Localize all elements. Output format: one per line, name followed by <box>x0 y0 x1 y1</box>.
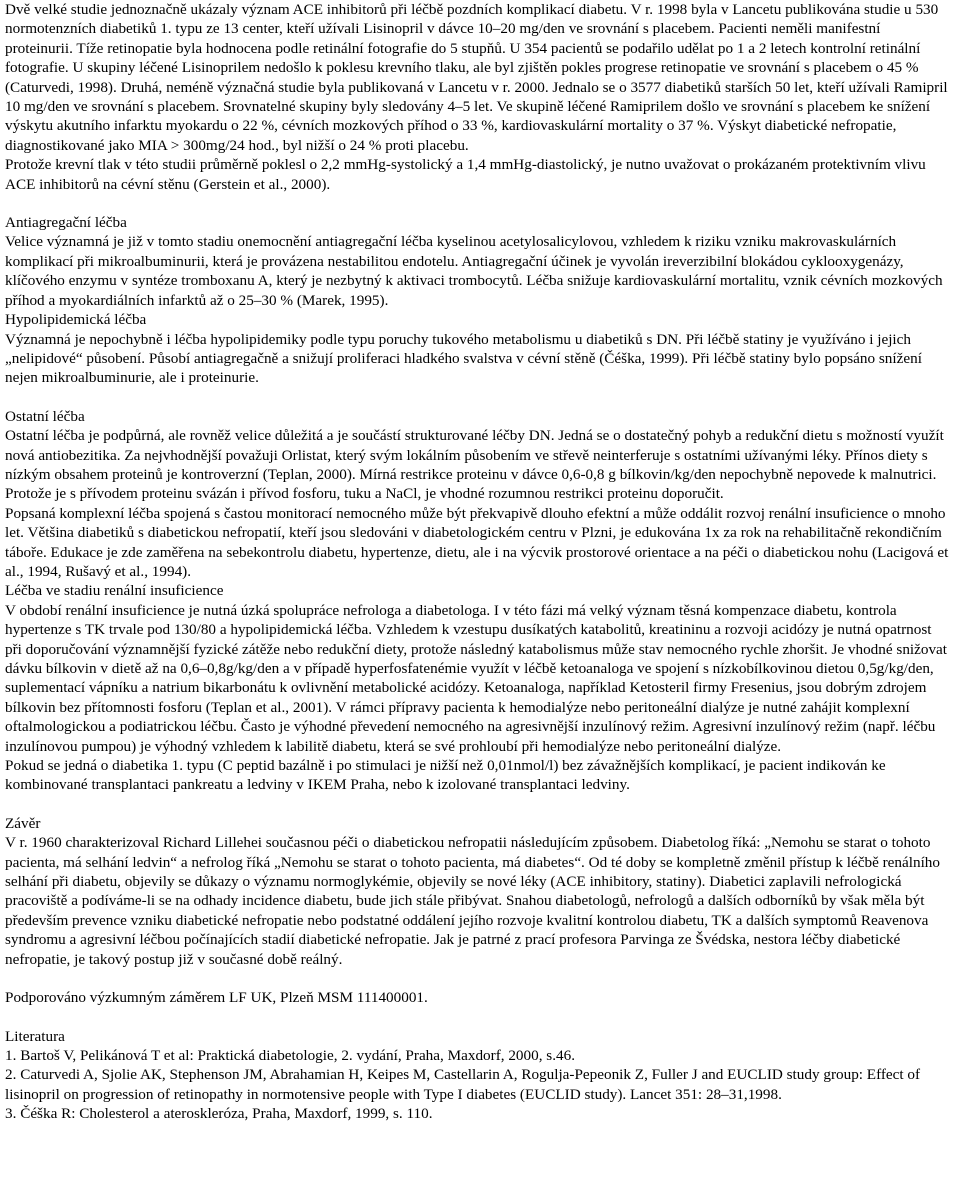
support-note: Podporováno výzkumným záměrem LF UK, Plzeň MSM 111400001. <box>5 989 428 1007</box>
reference-item: 3. Čéška R: Cholesterol a ateroskleróza, Praha, Maxdorf, 1999, s. 110. <box>5 1105 433 1123</box>
spacer <box>5 795 950 814</box>
heading-zaver: Závěr <box>5 814 41 832</box>
spacer <box>5 1008 950 1027</box>
heading-ostatni: Ostatní léčba <box>5 407 85 425</box>
spacer <box>5 388 950 407</box>
hypolipidemicka-text: Významná je nepochybně i léčba hypolipidemiky podle typu poruchy tukového metabolismu u diabetiků s DN. Při léčbě statiny je využíváno i jejich „nelipidové“ působení. Působí antiagregačně a snižují proliferaci hladkého svalstva v cévní stěně (Čéška, 1999). Při léčbě statiny bylo popsáno snížení nejen mikroalbuminurie, ale i proteinurie. <box>5 330 922 387</box>
intro-paragraph-1: Dvě velké studie jednoznačně ukázaly význam ACE inhibitorů při léčbě pozdních komplikací diabetu. V r. 1998 byla v Lancetu publikována studie u 530 normotenzních diabetiků 1. typu ze 13 center, kteří užívali Lisinopril v dávce 10–20 mg/den ve srovnání s placebem. Pacienti neměli manifestní proteinurii. Tíže retinopatie byla hodnocena podle retinální fotografie do 5 stupňů. U 354 pacientů se podařilo udělat po 1 a 2 letech kontrolní retinální fotografie. U skupiny léčené Lisinoprilem nedošlo k poklesu krevního tlaku, ale byl zjištěn pokles progrese retinopatie ve srovnání s placebem o 45 % (Caturvedi, 1998). Druhá, neméně význačná studie byla publikovaná v Lancetu v r. 2000. Jednalo se o 3577 diabetiků starších 50 let, kteří užívali Ramipril 10 mg/den ve srovnání s placebem. Srovnatelné skupiny byly sledovány 4–5 let. Ve skupině léčené Ramiprilem došlo ve srovnání s placebem ke snížení výskytu akutního infarktu myokardu o 22 %, cévních mozkových příhod o 33 %, kardiovaskulární mortality o 37 %. Výskyt diabetické nefropatie, diagnostikované jako MIA > 300mg/24 hod., byl nižší o 24 % proti placebu. <box>5 1 948 154</box>
ostatni-paragraph-2: Popsaná komplexní léčba spojená s častou monitorací nemocného může být překvapivě dlouho efektní a může oddálit rozvoj renální insuficience o mnoho let. Většina diabetiků s diabetickou nefropatií, kteří jsou sledováni v diabetologickém centru v Plzni, je edukována 1x za rok na rehabilitačně rekondičním táboře. Edukace je zde zaměřena na sebekontrolu diabetu, hypertenze, dietu, ale i na výcvik prostorové orientace a na péči o diabetickou nohu (Lacigová et al., 1994, Rušavý et al., 1994). <box>5 504 949 580</box>
reference-item: 2. Caturvedi A, Sjolie AK, Stephenson JM, Abrahamian H, Keipes M, Castellarin A, Rogulja-Pepeonik Z, Fuller J and EUCLID study group: Effect of lisinopril on progression of retinopathy in normotensive people with Type I diabetes (EUCLID study). Lancet 351: 28–31,1998. <box>5 1066 921 1103</box>
ostatni-paragraph-1: Ostatní léčba je podpůrná, ale rovněž velice důležitá a je součástí strukturované léčby DN. Jedná se o dostatečný pohyb a redukční dietu s možností využít nová antiobezitika. Za nejvhodnější považuji Orlistat, který svým lokálním působením ve střevě neinterferuje s ostatními užívanými léky. Přínos diety s nízkým obsahem proteinů je kontroverzní (Teplan, 2000). Mírná restrikce proteinu v dávce 0,6-0,8 g bílkovin/kg/den nepochybně nepovede k malnutrici. Protože je s přívodem proteinu svázán i přívod fosforu, tuku a NaCl, je vhodné rozumnou restrikci proteinu doporučit. <box>5 427 944 503</box>
spacer <box>5 969 950 988</box>
antiagregacni-text: Velice významná je již v tomto stadiu onemocnění antiagregační léčba kyselinou acetylosalicylovou, vzhledem k riziku vzniku makrovaskulárních komplikací při mikroalbuminurii, která je provázena nestabilitou endotelu. Antiagregační účinek je vyvolán ireverzibilní blokádou cyklooxygenázy, klíčového enzymu v syntéze tromboxanu A, který je nezbytný k aktivaci trombocytů. Léčba snižuje kardiovaskulární mortalitu, vznik cévních mozkových příhod a myokardiálních infarktů až o 25–30 % (Marek, 1995). <box>5 233 943 309</box>
renalni-paragraph-1: V období renální insuficience je nutná úzká spolupráce nefrologa a diabetologa. I v této fázi má velký význam těsná kompenzace diabetu, kontrola hypertenze s TK trvale pod 130/80 a hypolipidemická léčba. Vzhledem k vzestupu dusíkatých katabolitů, kreatininu a rozvoji acidózy je nutná opatrnost při doporučování významnější fyzické zátěže nebo redukční diety, protože následný katabolismus může stav nemocného rychle zhoršit. Je vhodné snižovat dávku bílkovin v dietě až na 0,6–0,8g/kg/den a v případě hyperfosfatenémie využít v léčbě ketoanaloga ve spojení s nízkobílkovinou dietou 0,5g/kg/den, suplementací vápníku a natrium bikarbonátu k ovlivnění metabolické acidózy. Ketoanaloga, například Ketosteril firmy Fresenius, jsou dobrým zdrojem bílkovin bez přítomnosti fosforu (Teplan et al., 2001). V rámci přípravy pacienta k hemodialýze nebo peritoneální dialýze je nutné zahájit komplexní oftalmologickou a podiatrickou léčbu. Často je výhodné převedení nemocného na agresivnější inzulínový režim. Agresivní inzulínový režim (např. léčbu inzulínovou pumpou) je výhodný vzhledem k labilitě diabetu, která se své prohloubí při hemodialýze nebo peritoneální dialýze. <box>5 601 948 755</box>
renalni-paragraph-2: Pokud se jedná o diabetika 1. typu (C peptid bazálně i po stimulaci je nižší než 0,01nmol/l) bez závažnějších komplikací, je pacient indikován ke kombinované transplantaci pankreatu a ledviny v IKEM Praha, nebo k izolované transplantaci ledviny. <box>5 757 886 794</box>
heading-renalni: Léčba ve stadiu renální insuficience <box>5 582 224 600</box>
intro-paragraph-2: Protože krevní tlak v této studii průměrně poklesl o 2,2 mmHg-systolický a 1,4 mmHg-diastolický, je nutno uvažovat o prokázaném protektivním vlivu ACE inhibitorů na cévní stěnu (Gerstein et al., 2000). <box>5 156 926 193</box>
reference-item: 1. Bartoš V, Pelikánová T et al: Praktická diabetologie, 2. vydání, Praha, Maxdorf, 2000, s.46. <box>5 1046 576 1064</box>
heading-hypolipidemicka: Hypolipidemická léčba <box>5 311 147 329</box>
heading-antiagregacni: Antiagregační léčba <box>5 214 127 232</box>
heading-literatura: Literatura <box>5 1027 65 1045</box>
spacer <box>5 194 950 213</box>
references <box>5 1027 950 1124</box>
zaver-text: V r. 1960 charakterizoval Richard Lillehei současnou péči o diabetickou nefropatii následujícím způsobem. Diabetolog říká: „Nemohu se starat o tohoto pacienta, má selhání ledvin“ a nefrolog říká „Nemohu se starat o tohoto pacienta, má diabetes“. Od té doby se kompletně změnil přístup k léčbě renálního selhání při diabetu, objevily se důkazy o významu normoglykémie, objevily se nové léky (ACE inhibitory, statiny). Diabetici zaplavili nefrologická pracoviště a podíváme-li se na odhady incidence diabetu, bude jich stále přibývat. Snahou diabetologů, nefrologů a dalších odborníků by však měla být především prevence vzniku diabetické nefropatie nebo podstatné oddálení jejího rozvoje kvalitní kontrolou diabetu, TK a dalších symptomů Reavenova syndromu a agresivní léčbou počínajících stadií diabetické nefropatie. Jak je patrné z prací profesora Parvinga ze Švédska, nestora léčby diabetické nefropatie, je takový postup již v současné době reálný. <box>5 834 940 968</box>
